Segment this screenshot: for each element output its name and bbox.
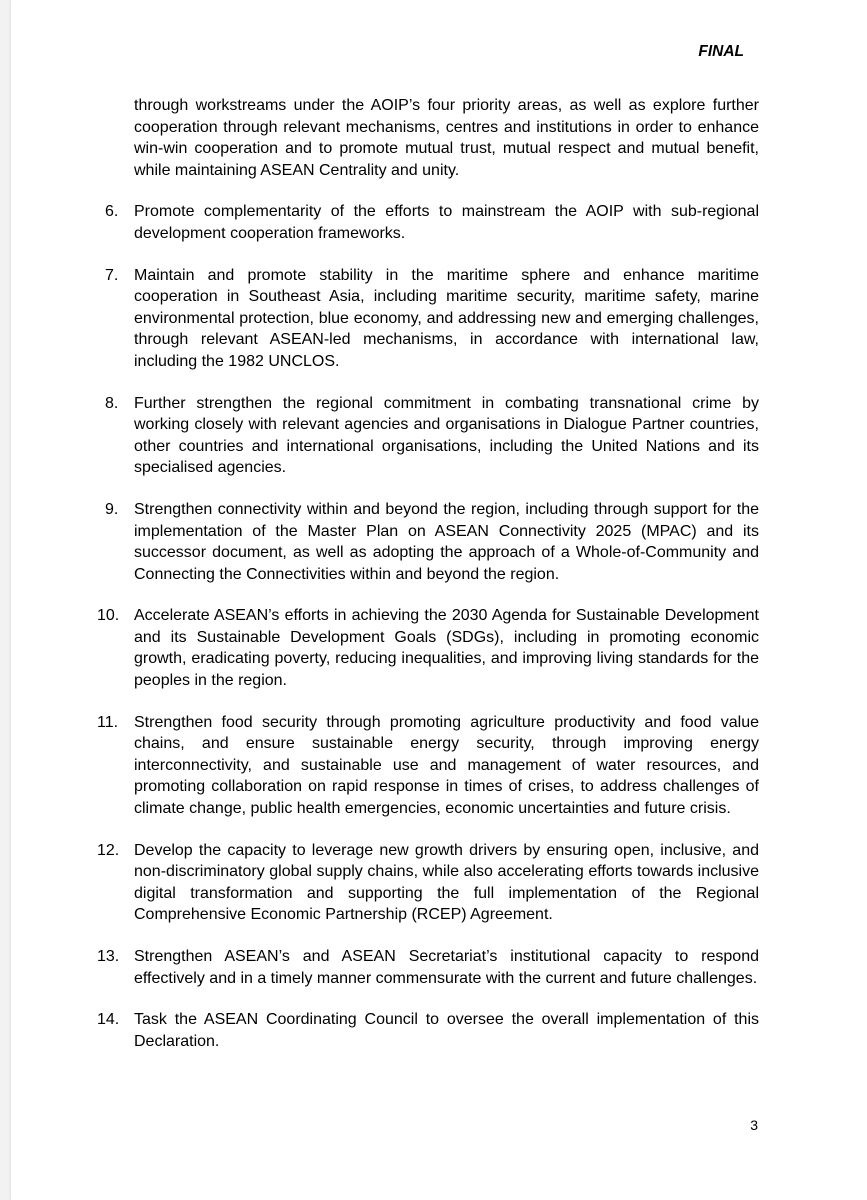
list-item-number: 13.	[97, 948, 120, 965]
list-item-number: 10.	[97, 607, 120, 625]
page-number: 3	[750, 1117, 758, 1133]
list-item-text: Develop the capacity to leverage new growth drivers by ensuring open, inclusive, and non-discriminatory global supply chains, while also accelerating efforts towards inclusive digital transformation and supporting the full implementation of the Regional Comprehensive Economic Partnership (RCEP) Agreement.	[134, 841, 759, 924]
list-item-14	[97, 1009, 759, 1052]
list-item-13	[97, 946, 759, 989]
list-item-10	[97, 605, 759, 691]
continued-paragraph: through workstreams under the AOIP’s four priority areas, as well as explore further cooperation through relevant mechanisms, centres and institutions in order to enhance win-win cooperation and to promote mutual trust, mutual respect and mutual benefit, while maintaining ASEAN Centrality and unity.	[134, 97, 759, 179]
list-item-text: Promote complementarity of the efforts to mainstream the AOIP with sub-regional development cooperation frameworks.	[134, 203, 759, 242]
document-status-label: FINAL	[698, 43, 744, 60]
list-item-number: 7.	[105, 266, 119, 284]
list-item-number: 14.	[97, 1011, 120, 1029]
list-item-number: 11.	[97, 713, 119, 731]
document-page	[11, 0, 867, 1200]
list-item-text: Further strengthen the regional commitment in combating transnational crime by working closely with relevant agencies and organisations in Dialogue Partner countries, other countries and international organisations, including the United Nations and its specialised agencies.	[134, 394, 759, 477]
list-item-text: Strengthen connectivity within and beyond the region, including through support for the implementation of the Master Plan on ASEAN Connectivity 2025 (MPAC) and its successor document, as well as adopting the approach of a Whole-of-Community and Connecting the Connectivities within and beyond the region.	[134, 500, 759, 583]
list-item-text: Accelerate ASEAN’s efforts in achieving the 2030 Agenda for Sustainable Development and its Sustainable Development Goals (SDGs), including in promoting economic growth, eradicating poverty, reducing inequalities, and improving living standards for the peoples in the region.	[134, 607, 759, 690]
list-item-text: Task the ASEAN Coordinating Council to oversee the overall implementation of this Declaration.	[134, 1011, 759, 1050]
document-body	[97, 95, 759, 1072]
list-item-number: 8.	[105, 394, 119, 412]
list-item-text: Maintain and promote stability in the maritime sphere and enhance maritime cooperation in Southeast Asia, including maritime security, maritime safety, marine environmental protection, blue economy, and addressing new and emerging challenges, through relevant ASEAN-led mechanisms, in accordance with international law, including the 1982 UNCLOS.	[134, 266, 759, 370]
list-item-7	[105, 265, 759, 373]
list-item-9	[105, 499, 759, 585]
list-item-text: Strengthen food security through promoting agriculture productivity and food value chains, and ensure sustainable energy security, through improving energy interconnectivity, and sustainable use and management of water resources, and promoting collaboration on rapid response in times of crises, to address challenges of climate change, public health emergencies, economic uncertainties and future crisis.	[134, 713, 759, 818]
list-item-number: 6.	[105, 203, 119, 221]
list-item-12	[97, 840, 759, 926]
list-item-number: 12.	[97, 841, 120, 859]
list-item-6	[105, 201, 759, 244]
list-item-text: Strengthen ASEAN’s and ASEAN Secretariat’s institutional capacity to respond effectively and in a timely manner commensurate with the current and future challenges.	[134, 948, 759, 987]
list-item-11	[97, 712, 759, 820]
list-item-number: 9.	[105, 500, 119, 518]
list-item-8	[105, 393, 759, 479]
